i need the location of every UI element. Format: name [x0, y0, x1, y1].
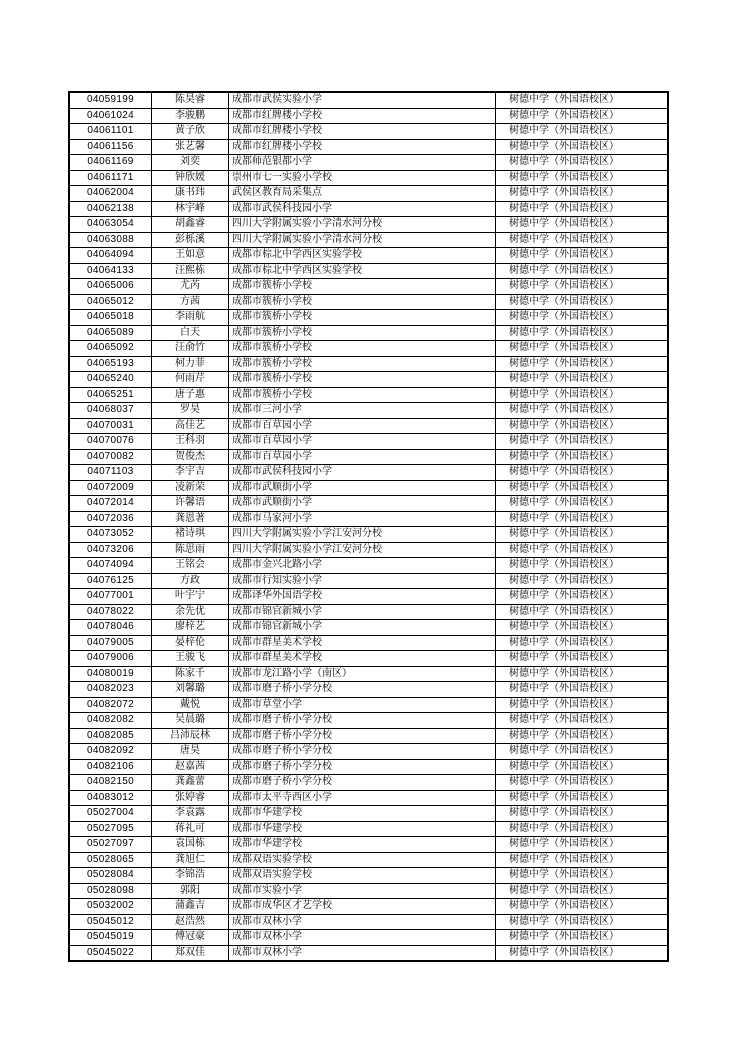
student-id-cell: 05027097 [69, 837, 152, 853]
table-row [69, 666, 668, 682]
student-id-cell: 04080019 [69, 666, 152, 682]
table-row [69, 542, 668, 558]
primary-school-cell: 成都市金兴北路小学 [229, 558, 496, 574]
student-name-cell: 龚旭仁 [152, 852, 229, 868]
primary-school-cell: 成都市红牌楼小学校 [229, 139, 496, 155]
primary-school-cell: 成都市双林小学 [229, 945, 496, 961]
admitted-school-cell: 树德中学（外国语校区） [496, 263, 669, 279]
student-id-cell: 04070076 [69, 434, 152, 450]
student-name-cell: 余先优 [152, 604, 229, 620]
admitted-school-cell: 树德中学（外国语校区） [496, 697, 669, 713]
primary-school-cell: 成都市武顺街小学 [229, 480, 496, 496]
admitted-school-cell: 树德中学（外国语校区） [496, 899, 669, 915]
primary-school-cell: 四川大学附属实验小学江安河分校 [229, 527, 496, 543]
student-name-cell: 王骏飞 [152, 651, 229, 667]
table-row [69, 155, 668, 171]
admitted-school-cell: 树德中学（外国语校区） [496, 790, 669, 806]
primary-school-cell: 成都市簇桥小学校 [229, 310, 496, 326]
primary-school-cell: 成都市百草园小学 [229, 434, 496, 450]
student-id-cell: 04061156 [69, 139, 152, 155]
admitted-school-cell: 树德中学（外国语校区） [496, 558, 669, 574]
student-name-cell: 袁国栋 [152, 837, 229, 853]
primary-school-cell: 成都市群星美术学校 [229, 635, 496, 651]
student-id-cell: 04074094 [69, 558, 152, 574]
primary-school-cell: 成都市棕北中学西区实验学校 [229, 263, 496, 279]
admitted-school-cell: 树德中学（外国语校区） [496, 883, 669, 899]
student-id-cell: 04062004 [69, 186, 152, 202]
primary-school-cell: 成都市磨子桥小学分校 [229, 682, 496, 698]
table-row [69, 821, 668, 837]
student-name-cell: 凌新荣 [152, 480, 229, 496]
primary-school-cell: 成都市群星美术学校 [229, 651, 496, 667]
primary-school-cell: 成都市三河小学 [229, 403, 496, 419]
table-row [69, 806, 668, 822]
table-row [69, 356, 668, 372]
primary-school-cell: 四川大学附属实验小学清水河分校 [229, 217, 496, 233]
admitted-school-cell: 树德中学（外国语校区） [496, 542, 669, 558]
primary-school-cell: 成都市华建学校 [229, 806, 496, 822]
admitted-school-cell: 树德中学（外国语校区） [496, 744, 669, 760]
student-name-cell: 高佳艺 [152, 418, 229, 434]
student-name-cell: 王科羽 [152, 434, 229, 450]
student-id-cell: 04065240 [69, 372, 152, 388]
student-id-cell: 04072036 [69, 511, 152, 527]
admitted-school-cell: 树德中学（外国语校区） [496, 310, 669, 326]
primary-school-cell: 四川大学附属实验小学江安河分校 [229, 542, 496, 558]
student-id-cell: 04082092 [69, 744, 152, 760]
primary-school-cell: 成都市红牌楼小学校 [229, 124, 496, 140]
primary-school-cell: 成都市磨子桥小学分校 [229, 775, 496, 791]
table-row [69, 232, 668, 248]
primary-school-cell: 成都市华建学校 [229, 837, 496, 853]
student-name-cell: 王铭会 [152, 558, 229, 574]
table-row [69, 775, 668, 791]
student-id-cell: 04061024 [69, 108, 152, 124]
table-row [69, 403, 668, 419]
admitted-school-cell: 树德中学（外国语校区） [496, 527, 669, 543]
student-name-cell: 吕沛辰林 [152, 728, 229, 744]
primary-school-cell: 成都市簇桥小学校 [229, 325, 496, 341]
primary-school-cell: 成都市武侯科技园小学 [229, 465, 496, 481]
student-name-cell: 晏梓伦 [152, 635, 229, 651]
table-row [69, 914, 668, 930]
primary-school-cell: 成都市双林小学 [229, 914, 496, 930]
student-name-cell: 郑双佳 [152, 945, 229, 961]
primary-school-cell: 成都市簇桥小学校 [229, 372, 496, 388]
primary-school-cell: 崇州市七一实验小学校 [229, 170, 496, 186]
table-row [69, 759, 668, 775]
student-id-cell: 04082023 [69, 682, 152, 698]
primary-school-cell: 成都双语实验学校 [229, 868, 496, 884]
student-id-cell: 04082106 [69, 759, 152, 775]
student-id-cell: 04063088 [69, 232, 152, 248]
primary-school-cell: 成都市簇桥小学校 [229, 387, 496, 403]
student-name-cell: 李雨航 [152, 310, 229, 326]
admitted-school-cell: 树德中学（外国语校区） [496, 511, 669, 527]
table-row [69, 124, 668, 140]
table-row [69, 341, 668, 357]
table-row [69, 449, 668, 465]
student-id-cell: 05027004 [69, 806, 152, 822]
primary-school-cell: 成都市磨子桥小学分校 [229, 744, 496, 760]
student-id-cell: 04070031 [69, 418, 152, 434]
student-name-cell: 蒋礼可 [152, 821, 229, 837]
student-name-cell: 汪熙栋 [152, 263, 229, 279]
admitted-school-cell: 树德中学（外国语校区） [496, 108, 669, 124]
admitted-school-cell: 树德中学（外国语校区） [496, 217, 669, 233]
table-row [69, 186, 668, 202]
table-row [69, 573, 668, 589]
table-row [69, 883, 668, 899]
table-row [69, 387, 668, 403]
admitted-school-cell: 树德中学（外国语校区） [496, 604, 669, 620]
student-name-cell: 林宇峰 [152, 201, 229, 217]
student-name-cell: 张婷睿 [152, 790, 229, 806]
student-name-cell: 褚诗琪 [152, 527, 229, 543]
admitted-school-cell: 树德中学（外国语校区） [496, 573, 669, 589]
student-id-cell: 04079006 [69, 651, 152, 667]
primary-school-cell: 成都市草堂小学 [229, 697, 496, 713]
student-id-cell: 04063054 [69, 217, 152, 233]
student-name-cell: 柯力菲 [152, 356, 229, 372]
student-id-cell: 05028084 [69, 868, 152, 884]
admitted-school-cell: 树德中学（外国语校区） [496, 279, 669, 295]
table-row [69, 635, 668, 651]
primary-school-cell: 成都市行知实验小学 [229, 573, 496, 589]
table-row [69, 217, 668, 233]
primary-school-cell: 成都市磨子桥小学分校 [229, 713, 496, 729]
primary-school-cell: 成都市锦官新城小学 [229, 604, 496, 620]
student-name-cell: 钟欣媛 [152, 170, 229, 186]
primary-school-cell: 成都市百草园小学 [229, 449, 496, 465]
admitted-school-cell: 树德中学（外国语校区） [496, 852, 669, 868]
student-id-cell: 05028098 [69, 883, 152, 899]
admitted-school-cell: 树德中学（外国语校区） [496, 294, 669, 310]
student-name-cell: 刘馨璐 [152, 682, 229, 698]
student-id-cell: 04061169 [69, 155, 152, 171]
student-name-cell: 黄子欣 [152, 124, 229, 140]
table-row [69, 589, 668, 605]
student-name-cell: 叶宇宁 [152, 589, 229, 605]
student-name-cell: 陈思雨 [152, 542, 229, 558]
admitted-school-cell: 树德中学（外国语校区） [496, 248, 669, 264]
student-id-cell: 04065089 [69, 325, 152, 341]
student-name-cell: 张艺馨 [152, 139, 229, 155]
table-row [69, 418, 668, 434]
table-row [69, 868, 668, 884]
primary-school-cell: 成都市武侯实验小学 [229, 92, 496, 108]
student-id-cell: 04064094 [69, 248, 152, 264]
primary-school-cell: 成都市双林小学 [229, 930, 496, 946]
student-name-cell: 汪俞竹 [152, 341, 229, 357]
table-row [69, 945, 668, 961]
table-row [69, 728, 668, 744]
primary-school-cell: 成都市簇桥小学校 [229, 341, 496, 357]
admitted-school-cell: 树德中学（外国语校区） [496, 589, 669, 605]
student-name-cell: 唐昊 [152, 744, 229, 760]
table-row [69, 201, 668, 217]
student-name-cell: 李锦浩 [152, 868, 229, 884]
admitted-school-cell: 树德中学（外国语校区） [496, 403, 669, 419]
student-id-cell: 04072014 [69, 496, 152, 512]
student-name-cell: 龚鑫蕾 [152, 775, 229, 791]
student-id-cell: 04061171 [69, 170, 152, 186]
student-id-cell: 05045019 [69, 930, 152, 946]
admitted-school-cell: 树德中学（外国语校区） [496, 356, 669, 372]
admitted-school-cell: 树德中学（外国语校区） [496, 372, 669, 388]
table-row [69, 139, 668, 155]
student-id-cell: 04082085 [69, 728, 152, 744]
primary-school-cell: 成都双语实验学校 [229, 852, 496, 868]
admitted-school-cell: 树德中学（外国语校区） [496, 945, 669, 961]
table-row [69, 310, 668, 326]
student-id-cell: 04062138 [69, 201, 152, 217]
admitted-school-cell: 树德中学（外国语校区） [496, 806, 669, 822]
student-name-cell: 李袁露 [152, 806, 229, 822]
student-name-cell: 胡鑫睿 [152, 217, 229, 233]
student-name-cell: 廖梓艺 [152, 620, 229, 636]
table-row [69, 511, 668, 527]
admitted-school-cell: 树德中学（外国语校区） [496, 837, 669, 853]
student-name-cell: 李宇吉 [152, 465, 229, 481]
primary-school-cell: 成都市百草园小学 [229, 418, 496, 434]
student-name-cell: 贺俊杰 [152, 449, 229, 465]
admitted-school-cell: 树德中学（外国语校区） [496, 155, 669, 171]
student-id-cell: 04082150 [69, 775, 152, 791]
student-name-cell: 方茜 [152, 294, 229, 310]
admitted-school-cell: 树德中学（外国语校区） [496, 728, 669, 744]
primary-school-cell: 成都师范银都小学 [229, 155, 496, 171]
table-row [69, 170, 668, 186]
student-id-cell: 05045022 [69, 945, 152, 961]
primary-school-cell: 成都市磨子桥小学分校 [229, 759, 496, 775]
admitted-school-cell: 树德中学（外国语校区） [496, 124, 669, 140]
student-name-cell: 罗昊 [152, 403, 229, 419]
student-id-cell: 05032002 [69, 899, 152, 915]
primary-school-cell: 成都市棕北中学西区实验学校 [229, 248, 496, 264]
student-id-cell: 04078022 [69, 604, 152, 620]
student-name-cell: 郭阳 [152, 883, 229, 899]
admitted-school-cell: 树德中学（外国语校区） [496, 418, 669, 434]
table-row [69, 372, 668, 388]
student-name-cell: 蒲鑫吉 [152, 899, 229, 915]
student-id-cell: 04065092 [69, 341, 152, 357]
student-id-cell: 05028065 [69, 852, 152, 868]
student-id-cell: 04065018 [69, 310, 152, 326]
student-name-cell: 彭栎溪 [152, 232, 229, 248]
table-row [69, 620, 668, 636]
student-id-cell: 04070082 [69, 449, 152, 465]
table-row [69, 558, 668, 574]
admitted-school-cell: 树德中学（外国语校区） [496, 139, 669, 155]
admitted-school-cell: 树德中学（外国语校区） [496, 201, 669, 217]
admitted-school-cell: 树德中学（外国语校区） [496, 449, 669, 465]
admitted-school-cell: 树德中学（外国语校区） [496, 232, 669, 248]
table-row [69, 496, 668, 512]
student-name-cell: 李骏鹏 [152, 108, 229, 124]
primary-school-cell: 成都市簇桥小学校 [229, 279, 496, 295]
student-id-cell: 04079005 [69, 635, 152, 651]
table-row [69, 604, 668, 620]
table-row [69, 279, 668, 295]
admitted-school-cell: 树德中学（外国语校区） [496, 387, 669, 403]
admitted-school-cell: 树德中学（外国语校区） [496, 775, 669, 791]
student-id-cell: 04078046 [69, 620, 152, 636]
primary-school-cell: 成都市簇桥小学校 [229, 294, 496, 310]
admitted-school-cell: 树德中学（外国语校区） [496, 496, 669, 512]
student-id-cell: 04065012 [69, 294, 152, 310]
student-name-cell: 何雨芹 [152, 372, 229, 388]
student-name-cell: 康书玮 [152, 186, 229, 202]
student-id-cell: 04071103 [69, 465, 152, 481]
primary-school-cell: 成都市簇桥小学校 [229, 356, 496, 372]
student-id-cell: 04064133 [69, 263, 152, 279]
student-id-cell: 04076125 [69, 573, 152, 589]
admitted-school-cell: 树德中学（外国语校区） [496, 868, 669, 884]
student-name-cell: 龚恩著 [152, 511, 229, 527]
student-name-cell: 许馨语 [152, 496, 229, 512]
table-row [69, 465, 668, 481]
primary-school-cell: 成都市实验小学 [229, 883, 496, 899]
student-id-cell: 04068037 [69, 403, 152, 419]
admitted-school-cell: 树德中学（外国语校区） [496, 186, 669, 202]
admission-table-body [69, 92, 668, 961]
table-row [69, 325, 668, 341]
primary-school-cell: 成都市太平寺西区小学 [229, 790, 496, 806]
student-id-cell: 04077001 [69, 589, 152, 605]
student-id-cell: 04065193 [69, 356, 152, 372]
table-row [69, 852, 668, 868]
admitted-school-cell: 树德中学（外国语校区） [496, 713, 669, 729]
table-row [69, 294, 668, 310]
table-row [69, 682, 668, 698]
table-row [69, 713, 668, 729]
admitted-school-cell: 树德中学（外国语校区） [496, 325, 669, 341]
student-id-cell: 04073052 [69, 527, 152, 543]
table-row [69, 480, 668, 496]
primary-school-cell: 武侯区教育局采集点 [229, 186, 496, 202]
student-name-cell: 陈昊睿 [152, 92, 229, 108]
admitted-school-cell: 树德中学（外国语校区） [496, 434, 669, 450]
admitted-school-cell: 树德中学（外国语校区） [496, 759, 669, 775]
table-row [69, 651, 668, 667]
table-row [69, 837, 668, 853]
table-row [69, 92, 668, 108]
primary-school-cell: 成都市红牌楼小学校 [229, 108, 496, 124]
table-row [69, 697, 668, 713]
primary-school-cell: 成都市锦官新城小学 [229, 620, 496, 636]
admitted-school-cell: 树德中学（外国语校区） [496, 620, 669, 636]
admitted-school-cell: 树德中学（外国语校区） [496, 170, 669, 186]
student-name-cell: 唐子惠 [152, 387, 229, 403]
admitted-school-cell: 树德中学（外国语校区） [496, 666, 669, 682]
student-id-cell: 04061101 [69, 124, 152, 140]
primary-school-cell: 成都市磨子桥小学分校 [229, 728, 496, 744]
student-name-cell: 赵浩然 [152, 914, 229, 930]
primary-school-cell: 成都市成华区才艺学校 [229, 899, 496, 915]
admitted-school-cell: 树德中学（外国语校区） [496, 635, 669, 651]
student-id-cell: 04083012 [69, 790, 152, 806]
admitted-school-cell: 树德中学（外国语校区） [496, 465, 669, 481]
student-id-cell: 04065251 [69, 387, 152, 403]
student-name-cell: 吴晨璐 [152, 713, 229, 729]
admitted-school-cell: 树德中学（外国语校区） [496, 930, 669, 946]
table-row [69, 108, 668, 124]
admitted-school-cell: 树德中学（外国语校区） [496, 341, 669, 357]
student-id-cell: 04065006 [69, 279, 152, 295]
table-row [69, 899, 668, 915]
primary-school-cell: 成都市马家河小学 [229, 511, 496, 527]
student-id-cell: 04073206 [69, 542, 152, 558]
table-row [69, 930, 668, 946]
admitted-school-cell: 树德中学（外国语校区） [496, 821, 669, 837]
admitted-school-cell: 树德中学（外国语校区） [496, 92, 669, 108]
student-name-cell: 陈家千 [152, 666, 229, 682]
student-name-cell: 赵嘉茜 [152, 759, 229, 775]
student-id-cell: 05027095 [69, 821, 152, 837]
student-id-cell: 04082082 [69, 713, 152, 729]
student-name-cell: 方政 [152, 573, 229, 589]
student-id-cell: 04059199 [69, 92, 152, 108]
table-row [69, 527, 668, 543]
student-name-cell: 傅冠豪 [152, 930, 229, 946]
table-row [69, 263, 668, 279]
table-row [69, 248, 668, 264]
primary-school-cell: 四川大学附属实验小学清水河分校 [229, 232, 496, 248]
primary-school-cell: 成都市武顺街小学 [229, 496, 496, 512]
student-name-cell: 尤芮 [152, 279, 229, 295]
student-name-cell: 王如意 [152, 248, 229, 264]
admitted-school-cell: 树德中学（外国语校区） [496, 682, 669, 698]
primary-school-cell: 成都市华建学校 [229, 821, 496, 837]
student-name-cell: 刘奕 [152, 155, 229, 171]
primary-school-cell: 成都市武侯科技园小学 [229, 201, 496, 217]
primary-school-cell: 成都译华外国语学校 [229, 589, 496, 605]
admission-table [68, 91, 669, 962]
student-id-cell: 04082072 [69, 697, 152, 713]
student-id-cell: 05045012 [69, 914, 152, 930]
student-name-cell: 白天 [152, 325, 229, 341]
admitted-school-cell: 树德中学（外国语校区） [496, 914, 669, 930]
table-row [69, 790, 668, 806]
admitted-school-cell: 树德中学（外国语校区） [496, 651, 669, 667]
table-row [69, 744, 668, 760]
table-row [69, 434, 668, 450]
student-name-cell: 戴悦 [152, 697, 229, 713]
primary-school-cell: 成都市龙江路小学（南区） [229, 666, 496, 682]
admitted-school-cell: 树德中学（外国语校区） [496, 480, 669, 496]
student-id-cell: 04072009 [69, 480, 152, 496]
